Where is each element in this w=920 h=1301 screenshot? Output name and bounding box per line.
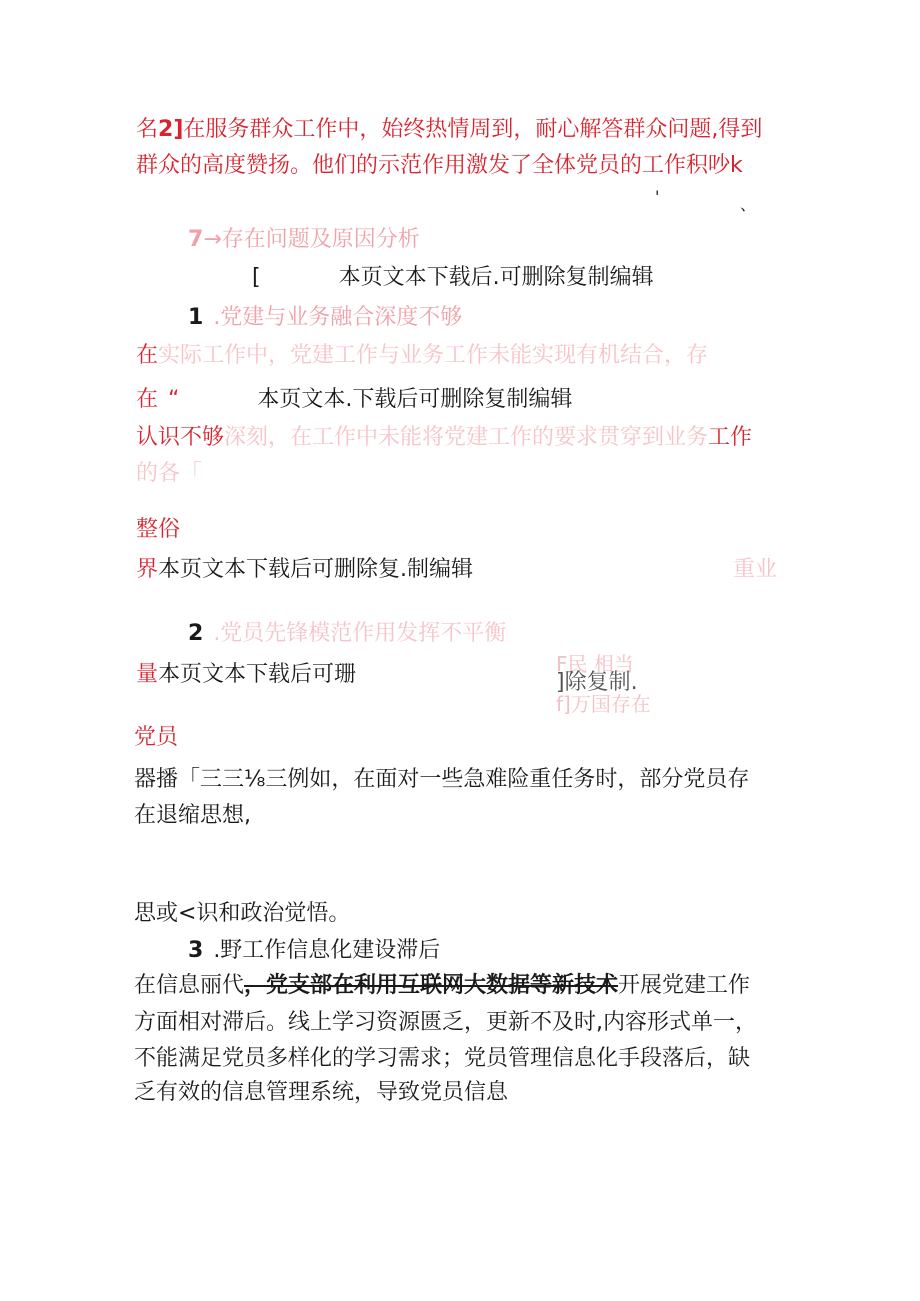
watermark-line-3: 本页文本下载后可删除复.制编辑 xyxy=(158,557,474,582)
para-1-line-4: 的各「 xyxy=(136,461,203,486)
para-1-line-3-text: 深刻，在工作中未能将党建工作的要求贯穿到业务 xyxy=(224,425,709,450)
para-4-line-2: 方面相对滞后。线上学习资源匮乏，更新不及时,内容形式单一， xyxy=(134,1010,757,1035)
subheading-2 xyxy=(188,619,506,649)
stamp-middle: ]除复制. xyxy=(556,670,638,695)
tick-mark: ' xyxy=(655,187,660,206)
para-1-line-1 xyxy=(136,341,708,371)
para-4-lead: 在信息丽代 xyxy=(134,973,245,998)
para-1-line-2-quote: “ xyxy=(168,387,180,412)
para-1-lead: 在 xyxy=(136,343,159,368)
accent-mark: 、 xyxy=(740,195,757,214)
heading-7-text: →存在问题及原因分析 xyxy=(203,227,420,252)
heading-7-number: 7 xyxy=(188,227,204,252)
subheading-1-number: 1 xyxy=(188,305,204,330)
para-2-tail: 重业 xyxy=(733,557,778,582)
watermark-line-1 xyxy=(252,263,654,293)
subheading-2-text: .党员先锋模范作用发挥不平衡 xyxy=(213,621,507,646)
line-2: 群众的高度赞扬。他们的示范作用激发了全体党员的工作积吵k xyxy=(136,153,743,178)
subheading-1 xyxy=(188,303,462,333)
para-2-heading: 整俗 xyxy=(136,517,181,542)
subheading-3-number: 3 xyxy=(188,938,204,963)
para-3-line-2: 器播「三三⅛三例如，在面对一些急难险重任务时，部分党员存 xyxy=(134,767,750,792)
para-1-line-2 xyxy=(136,385,572,415)
subheading-3 xyxy=(188,936,440,966)
stamp-top: F民 相当 xyxy=(556,652,634,676)
para-2-lead: 界 xyxy=(136,557,159,582)
para-3-line-4: 思或<识和政治觉悟。 xyxy=(134,901,351,926)
para-3-heading: 党员 xyxy=(134,725,179,750)
para-4-strike-text: ，党支部在利用互联网大数据等新技术 xyxy=(244,973,619,998)
para-1-text: 实际工作中，党建工作与业务工作未能实现有机结合，存 xyxy=(158,343,709,368)
para-4-tail: 开展党建工作 xyxy=(618,973,751,998)
para-3-lead: 量 xyxy=(136,662,159,687)
para-3-line-1 xyxy=(136,660,356,690)
para-1-line-2-lead: 在 xyxy=(136,387,159,412)
para-4-line-3: 不能满足党员多样化的学习需求；党员管理信息化手段落后，缺 xyxy=(134,1046,751,1071)
line-1 xyxy=(136,115,762,145)
para-4-line-1 xyxy=(134,971,750,1001)
watermark-1-bracket: [ xyxy=(252,265,261,290)
line-1-number: 2] xyxy=(158,117,184,142)
subheading-3-text: .野工作信息化建设滞后 xyxy=(213,938,441,963)
para-1-line-3-tail: 工作 xyxy=(708,425,753,450)
line-1-text: 在服务群众工作中，始终热情周到，耐心解答群众问题,得到 xyxy=(183,117,763,142)
para-1-line-3 xyxy=(136,423,752,453)
watermark-line-4: 本页文本下载后可珊 xyxy=(158,662,357,687)
watermark-line-2: 本页文本.下载后可删除复制编辑 xyxy=(257,387,573,412)
watermark-1-text: 本页文本下载后.可删除复制编辑 xyxy=(338,265,654,290)
section-heading-7 xyxy=(188,225,420,255)
line-1-lead: 名 xyxy=(136,117,159,142)
subheading-2-number: 2 xyxy=(188,621,204,646)
para-2-line-1 xyxy=(136,555,473,585)
para-1-line-3-lead: 认识不够 xyxy=(136,425,225,450)
subheading-1-text: .党建与业务融合深度不够 xyxy=(213,305,463,330)
para-4-line-4: 乏有效的信息管理系统，导致党员信息 xyxy=(134,1080,509,1105)
para-3-line-3: 在退缩思想, xyxy=(134,803,251,828)
stamp-bottom: f]万国存在 xyxy=(556,692,651,716)
